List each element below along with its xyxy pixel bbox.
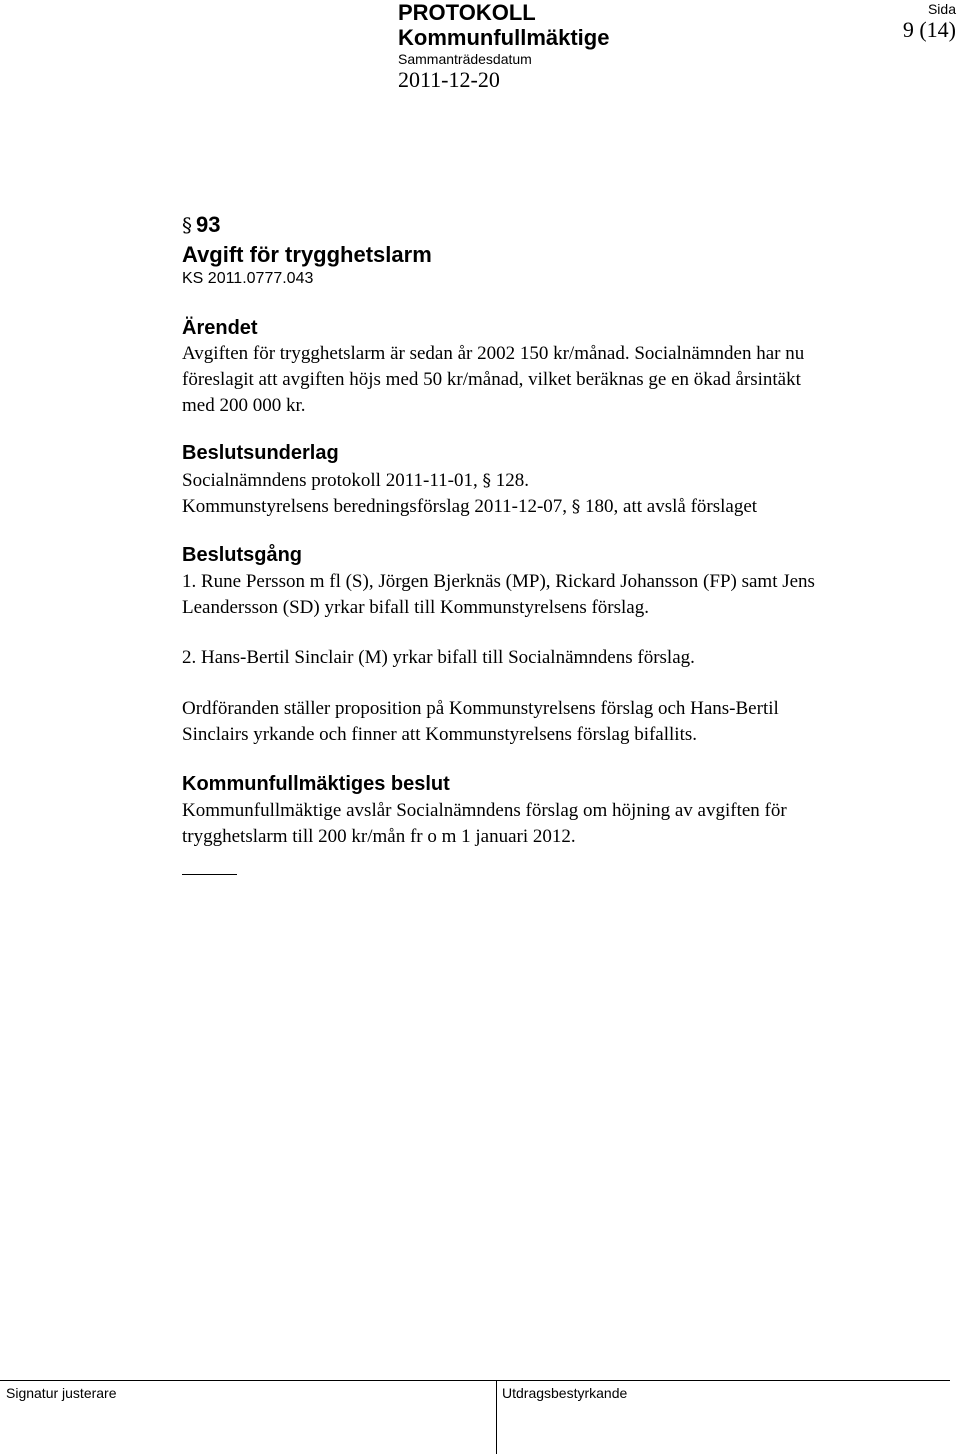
section-sign-icon: §: [482, 471, 491, 491]
organization-name: Kommunfullmäktige: [398, 25, 610, 50]
beslutsgang-point-1: 1. Rune Persson m fl (S), Jörgen Bjerknäs (MP), Rickard Johansson (FP) samt Jens: [182, 571, 815, 592]
beslutsunderlag-line: [182, 468, 902, 494]
footer-column-divider: [496, 1380, 497, 1454]
item-number-value: 93: [196, 212, 221, 237]
proposition-text: Sinclairs yrkande och finner att Kommunstyrelsens förslag bifallits.: [182, 724, 697, 745]
signature-footer: [0, 1380, 960, 1454]
beslutsgang-point-1: Leandersson (SD) yrkar bifall till Kommunstyrelsens förslag.: [182, 597, 649, 618]
beslutsunderlag-text: 128.: [495, 470, 529, 491]
beslut-heading: Kommunfullmäktiges beslut: [182, 773, 450, 795]
item-number: [182, 212, 220, 238]
footer-divider: [0, 1380, 950, 1381]
protocol-title: PROTOKOLL: [398, 0, 536, 25]
page-label: Sida: [927, 1, 956, 17]
section-sign-icon: §: [182, 213, 192, 237]
arendet-line: föreslagit att avgiften höjs med 50 kr/månad, vilket beräknas ge en ökad årsintäkt: [182, 369, 801, 390]
page-number: 9 (14): [902, 17, 956, 42]
beslutsunderlag-text: 180, att avslå förslaget: [585, 496, 758, 517]
arendet-heading: Ärendet: [182, 317, 258, 339]
arendet-line: Avgiften för trygghetslarm är sedan år 2002 150 kr/månad. Socialnämnden har nu: [182, 343, 805, 364]
beslutsgang-heading: Beslutsgång: [182, 544, 303, 566]
item-reference: KS 2011.0777.043: [182, 270, 314, 287]
section-sign-icon: §: [571, 497, 581, 517]
beslutsgang-point-2: 2. Hans-Bertil Sinclair (M) yrkar bifall till Socialnämndens förslag.: [182, 647, 695, 668]
beslut-text: trygghetslarm till 200 kr/mån fr o m 1 januari 2012.: [182, 826, 576, 847]
meeting-date-label: Sammanträdesdatum: [398, 51, 532, 67]
beslutsunderlag-text: Kommunstyrelsens beredningsförslag 2011-12-07,: [182, 496, 568, 517]
item-title: Avgift för trygghetslarm: [182, 242, 432, 267]
certification-label: Utdragsbestyrkande: [502, 1385, 628, 1401]
arendet-line: med 200 000 kr.: [182, 395, 306, 416]
beslut-text: Kommunfullmäktige avslår Socialnämndens förslag om höjning av avgiften för: [182, 800, 787, 821]
signature-label: Signatur justerare: [6, 1385, 117, 1401]
proposition-text: Ordföranden ställer proposition på Kommunstyrelsens förslag och Hans-Bertil: [182, 698, 779, 719]
beslutsunderlag-text: Socialnämndens protokoll 2011-11-01,: [182, 470, 478, 491]
beslutsunderlag-line: [182, 494, 902, 520]
beslutsunderlag-heading: Beslutsunderlag: [182, 442, 339, 464]
meeting-date: 2011-12-20: [398, 67, 500, 92]
end-divider: [182, 874, 237, 875]
